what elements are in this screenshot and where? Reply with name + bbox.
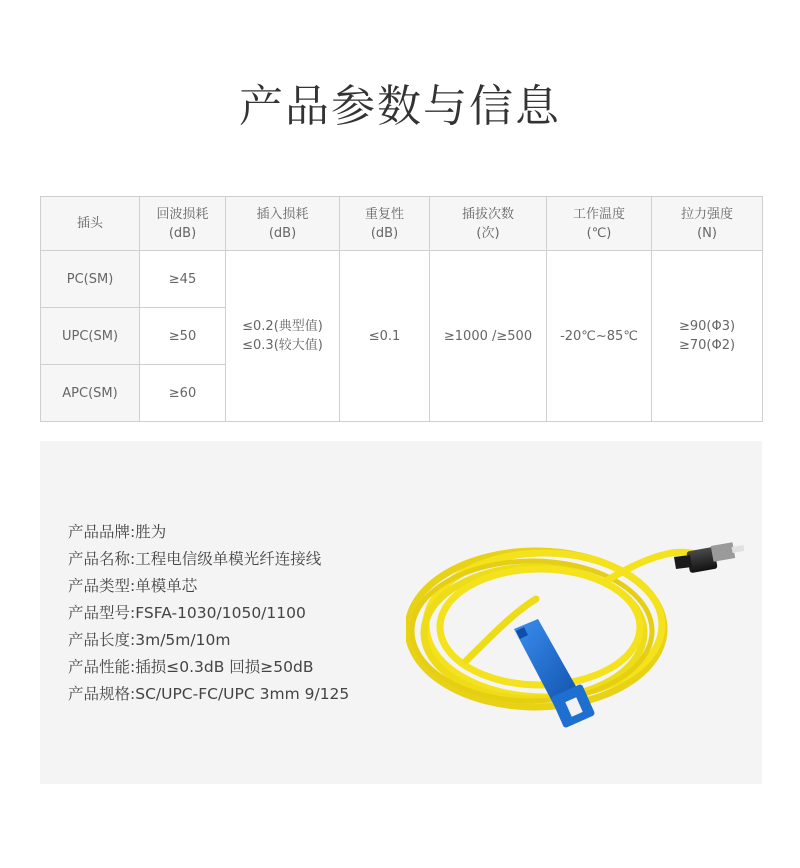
repeatability-cell: ≤0.1 (340, 251, 430, 422)
connector-cell: UPC(SM) (41, 308, 140, 365)
info-model: 产品型号:FSFA-1030/1050/1100 (68, 604, 306, 622)
spec-table (40, 196, 763, 422)
header-insertion-loss: 插入损耗 (dB) (226, 197, 340, 251)
header-operating-temp: 工作温度 (℃) (547, 197, 652, 251)
return-loss-cell: ≥45 (140, 251, 226, 308)
insertion-loss-cell: ≤0.2(典型值) ≤0.3(较大值) (226, 251, 340, 422)
header-mating-cycles: 插拔次数 (次) (430, 197, 547, 251)
tensile-strength-cell: ≥90(Φ3) ≥70(Φ2) (652, 251, 763, 422)
product-panel (40, 441, 762, 784)
header-connector: 插头 (41, 197, 140, 251)
fiber-patch-cord-image (406, 511, 752, 741)
mating-cycles-cell: ≥1000 /≥500 (430, 251, 547, 422)
info-length: 产品长度:3m/5m/10m (68, 631, 231, 649)
info-performance: 产品性能:插损≤0.3dB 回损≥50dB (68, 658, 314, 676)
info-type: 产品类型:单模单芯 (68, 577, 198, 595)
sc-connector (514, 619, 595, 728)
header-repeatability: 重复性 (dB) (340, 197, 430, 251)
table-header-row (41, 197, 763, 251)
page-title: 产品参数与信息 (239, 81, 561, 132)
table-row (41, 251, 763, 308)
connector-cell: APC(SM) (41, 365, 140, 422)
product-info-list (68, 519, 349, 708)
fc-connector (674, 542, 744, 573)
info-name: 产品名称:工程电信级单模光纤连接线 (68, 550, 322, 568)
operating-temp-cell: -20℃~85℃ (547, 251, 652, 422)
connector-cell: PC(SM) (41, 251, 140, 308)
info-spec: 产品规格:SC/UPC-FC/UPC 3mm 9/125 (68, 685, 350, 703)
info-brand: 产品品牌:胜为 (68, 523, 167, 541)
header-tensile-strength: 拉力强度 (N) (652, 197, 763, 251)
return-loss-cell: ≥50 (140, 308, 226, 365)
return-loss-cell: ≥60 (140, 365, 226, 422)
header-return-loss: 回波损耗 (dB) (140, 197, 226, 251)
